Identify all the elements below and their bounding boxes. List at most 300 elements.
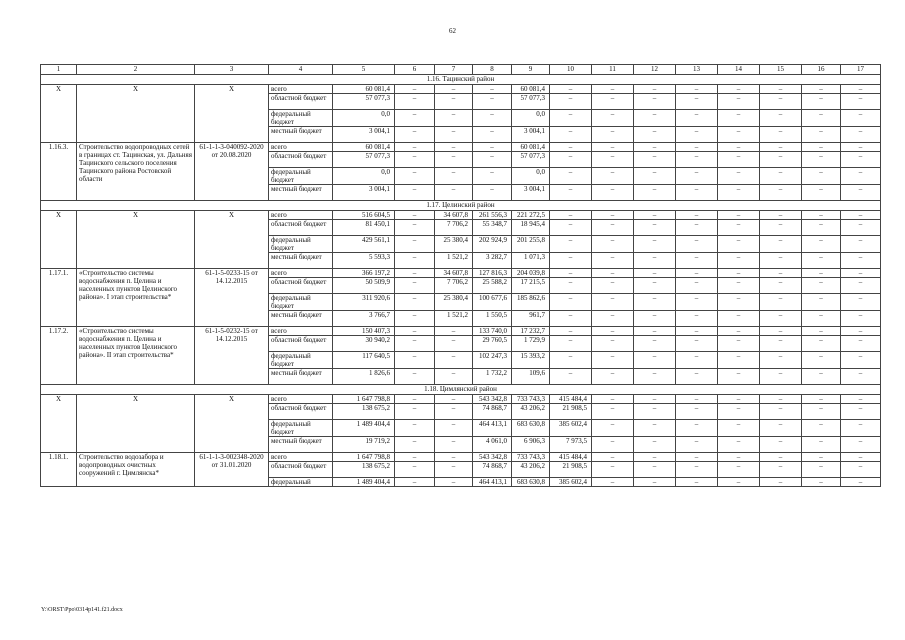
value-cell: – [435,168,473,185]
value-cell: – [718,152,760,168]
value-cell: – [550,152,592,168]
funding-source: всего [269,395,333,404]
value-cell: – [395,311,435,327]
value-cell: – [802,143,841,152]
column-number: 12 [634,65,676,75]
value-cell: – [676,168,718,185]
value-cell: – [592,369,634,385]
value-cell: 7 706,2 [435,278,473,294]
value-cell: 50 509,9 [333,278,395,294]
value-cell: – [676,404,718,420]
value-cell: – [395,352,435,369]
value-cell: – [435,453,473,462]
funding-source: областной бюджет [269,404,333,420]
value-cell: – [841,437,881,453]
value-cell: – [634,85,676,94]
value-cell: – [550,369,592,385]
value-cell: 733 743,3 [512,453,550,462]
value-cell: 221 272,5 [512,211,550,220]
value-cell: 7 706,2 [435,220,473,236]
value-cell: – [760,311,802,327]
value-cell: – [395,143,435,152]
value-cell: – [760,143,802,152]
value-cell: – [473,110,512,127]
value-cell: – [841,352,881,369]
value-cell: – [473,94,512,110]
value-cell: 1 489 404,4 [333,420,395,437]
value-cell: – [676,327,718,336]
value-cell: – [395,336,435,352]
value-cell: – [634,143,676,152]
value-cell: 102 247,3 [473,352,512,369]
value-cell: – [395,327,435,336]
value-cell: – [395,236,435,253]
column-number-row [41,65,881,75]
value-cell: – [550,220,592,236]
column-number: 3 [195,65,269,75]
item-name: Х [77,395,195,453]
value-cell: – [634,462,676,478]
value-cell: 4 061,0 [473,437,512,453]
value-cell: – [718,278,760,294]
column-number: 9 [512,65,550,75]
value-cell: 3 004,1 [512,185,550,201]
value-cell: – [718,85,760,94]
value-cell: 25 588,2 [473,278,512,294]
table-row [41,395,881,404]
value-cell: 516 604,5 [333,211,395,220]
value-cell: – [395,220,435,236]
value-cell: 733 743,3 [512,395,550,404]
value-cell: 3 282,7 [473,253,512,269]
value-cell: – [802,462,841,478]
value-cell: 6 906,3 [512,437,550,453]
column-number: 15 [760,65,802,75]
value-cell: – [592,143,634,152]
value-cell: – [676,437,718,453]
value-cell: 138 675,2 [333,462,395,478]
value-cell: – [841,110,881,127]
value-cell: – [550,311,592,327]
value-cell: – [676,185,718,201]
value-cell: – [760,420,802,437]
value-cell: 34 607,8 [435,211,473,220]
column-number: 16 [802,65,841,75]
funding-source: федеральный бюджет [269,110,333,127]
value-cell: – [760,336,802,352]
funding-source: федеральный бюджет [269,420,333,437]
value-cell: 57 077,3 [512,152,550,168]
value-cell: – [634,311,676,327]
value-cell: – [592,294,634,311]
value-cell: – [634,278,676,294]
value-cell: – [435,327,473,336]
value-cell: – [760,369,802,385]
value-cell: – [841,311,881,327]
section-header-row [41,75,881,85]
value-cell: 683 630,8 [512,478,550,487]
value-cell: – [634,352,676,369]
value-cell: – [760,327,802,336]
value-cell: 1 489 404,4 [333,478,395,487]
value-cell: – [634,236,676,253]
value-cell: 17 232,7 [512,327,550,336]
value-cell: – [676,420,718,437]
value-cell: – [550,211,592,220]
funding-source: всего [269,143,333,152]
value-cell: – [841,278,881,294]
value-cell: – [634,269,676,278]
value-cell: – [760,478,802,487]
value-cell: 1 521,2 [435,253,473,269]
value-cell: – [592,152,634,168]
value-cell: – [592,311,634,327]
column-number: 13 [676,65,718,75]
value-cell: – [676,453,718,462]
value-cell: 201 255,8 [512,236,550,253]
section-header-row [41,201,881,211]
value-cell: – [592,168,634,185]
value-cell: – [841,336,881,352]
value-cell: – [760,253,802,269]
value-cell: 55 348,7 [473,220,512,236]
value-cell: – [760,437,802,453]
value-cell: – [841,185,881,201]
value-cell: – [841,127,881,143]
value-cell: 29 760,5 [473,336,512,352]
funding-source: всего [269,327,333,336]
funding-source: областной бюджет [269,94,333,110]
value-cell: 57 077,3 [512,94,550,110]
value-cell: – [760,94,802,110]
item-code: Х [195,395,269,453]
value-cell: – [550,336,592,352]
value-cell: – [841,152,881,168]
value-cell: 415 484,4 [550,395,592,404]
value-cell: – [550,253,592,269]
funding-source: областной бюджет [269,278,333,294]
item-name: Х [77,85,195,143]
value-cell: – [676,395,718,404]
value-cell: 57 077,3 [333,152,395,168]
table-row [41,85,881,94]
item-number: Х [41,395,77,453]
value-cell: – [802,420,841,437]
value-cell: – [760,85,802,94]
value-cell: – [435,127,473,143]
value-cell: 1 647 798,8 [333,453,395,462]
column-number: 8 [473,65,512,75]
value-cell: – [634,327,676,336]
value-cell: – [841,220,881,236]
value-cell: 60 081,4 [333,85,395,94]
column-number: 2 [77,65,195,75]
value-cell: – [634,220,676,236]
value-cell: – [592,453,634,462]
value-cell: – [718,94,760,110]
funding-source: областной бюджет [269,152,333,168]
value-cell: 138 675,2 [333,404,395,420]
value-cell: – [550,168,592,185]
value-cell: – [473,143,512,152]
value-cell: – [718,462,760,478]
value-cell: – [760,269,802,278]
value-cell: – [592,352,634,369]
funding-source: федеральный бюджет [269,236,333,253]
item-number: 1.17.1. [41,269,77,327]
value-cell: – [676,462,718,478]
value-cell: – [550,127,592,143]
funding-source: всего [269,269,333,278]
value-cell: 204 039,8 [512,269,550,278]
value-cell: – [718,352,760,369]
value-cell: – [718,253,760,269]
value-cell: – [841,168,881,185]
value-cell: – [473,168,512,185]
value-cell: – [802,94,841,110]
value-cell: – [676,269,718,278]
value-cell: 385 602,4 [550,478,592,487]
value-cell: 21 908,5 [550,404,592,420]
value-cell: – [592,437,634,453]
value-cell: 109,6 [512,369,550,385]
budget-table [40,64,881,487]
value-cell: 1 732,2 [473,369,512,385]
value-cell: – [841,143,881,152]
funding-source: всего [269,453,333,462]
value-cell: – [395,369,435,385]
value-cell: – [802,85,841,94]
value-cell: 543 342,8 [473,453,512,462]
value-cell: – [395,253,435,269]
value-cell: – [676,369,718,385]
value-cell: 25 380,4 [435,294,473,311]
value-cell: – [395,278,435,294]
value-cell: – [634,127,676,143]
value-cell: – [592,110,634,127]
value-cell: – [760,168,802,185]
value-cell: – [592,127,634,143]
value-cell: – [802,110,841,127]
value-cell: – [592,420,634,437]
value-cell: – [841,369,881,385]
value-cell: – [395,269,435,278]
value-cell: 3 004,1 [333,185,395,201]
value-cell: 1 729,9 [512,336,550,352]
value-cell: – [718,453,760,462]
value-cell: – [435,395,473,404]
value-cell: 25 380,4 [435,236,473,253]
value-cell: – [395,294,435,311]
value-cell: 117 640,5 [333,352,395,369]
value-cell: 415 484,4 [550,453,592,462]
table-row [41,269,881,278]
value-cell: – [718,236,760,253]
value-cell: – [634,369,676,385]
funding-source: местный бюджет [269,253,333,269]
column-number: 14 [718,65,760,75]
value-cell: – [718,478,760,487]
value-cell: – [676,211,718,220]
value-cell: – [634,94,676,110]
value-cell: – [760,110,802,127]
value-cell: – [802,185,841,201]
value-cell: – [718,311,760,327]
value-cell: – [592,404,634,420]
value-cell: – [634,453,676,462]
value-cell: 21 908,5 [550,462,592,478]
table-row [41,211,881,220]
value-cell: – [634,478,676,487]
value-cell: – [718,420,760,437]
item-number: Х [41,211,77,269]
item-number: 1.18.1. [41,453,77,487]
value-cell: – [550,185,592,201]
value-cell: – [634,420,676,437]
value-cell: – [802,336,841,352]
value-cell: – [841,453,881,462]
value-cell: – [395,110,435,127]
item-code: 61-1-5-0233-15 от 14.12.2015 [195,269,269,327]
value-cell: – [592,185,634,201]
page-number: 62 [449,27,456,35]
value-cell: – [473,85,512,94]
value-cell: – [676,278,718,294]
value-cell: – [718,437,760,453]
value-cell: – [760,453,802,462]
value-cell: – [634,336,676,352]
value-cell: – [473,127,512,143]
value-cell: – [395,211,435,220]
value-cell: – [395,185,435,201]
value-cell: – [395,85,435,94]
value-cell: 127 816,3 [473,269,512,278]
value-cell: – [435,85,473,94]
funding-source: местный бюджет [269,127,333,143]
value-cell: – [473,185,512,201]
value-cell: – [760,220,802,236]
value-cell: 74 868,7 [473,404,512,420]
value-cell: – [802,152,841,168]
value-cell: – [802,220,841,236]
column-number: 17 [841,65,881,75]
value-cell: – [802,478,841,487]
value-cell: – [435,336,473,352]
value-cell: – [550,110,592,127]
value-cell: – [592,211,634,220]
value-cell: 15 393,2 [512,352,550,369]
value-cell: – [718,185,760,201]
value-cell: 464 413,1 [473,420,512,437]
section-title: 1.17. Целинский район [41,201,881,211]
value-cell: – [841,420,881,437]
value-cell: – [435,110,473,127]
value-cell: – [841,478,881,487]
value-cell: – [634,168,676,185]
value-cell: 366 197,2 [333,269,395,278]
value-cell: 19 719,2 [333,437,395,453]
value-cell: 1 647 798,8 [333,395,395,404]
funding-source: федеральный бюджет [269,352,333,369]
value-cell: – [634,152,676,168]
value-cell: – [718,143,760,152]
value-cell: – [802,253,841,269]
value-cell: – [435,152,473,168]
value-cell: – [435,420,473,437]
value-cell: – [634,110,676,127]
value-cell: – [760,152,802,168]
value-cell: 261 556,3 [473,211,512,220]
value-cell: – [592,462,634,478]
value-cell: – [802,127,841,143]
value-cell: – [676,85,718,94]
value-cell: – [841,94,881,110]
value-cell: – [634,211,676,220]
value-cell: 1 071,3 [512,253,550,269]
value-cell: – [395,453,435,462]
value-cell: – [592,253,634,269]
value-cell: – [841,211,881,220]
value-cell: – [435,369,473,385]
value-cell: 0,0 [333,168,395,185]
value-cell: – [841,404,881,420]
value-cell: 543 342,8 [473,395,512,404]
value-cell: – [718,369,760,385]
value-cell: – [592,336,634,352]
value-cell: – [592,94,634,110]
item-number: 1.16.3. [41,143,77,201]
funding-source: местный бюджет [269,369,333,385]
funding-source: местный бюджет [269,185,333,201]
value-cell: – [841,294,881,311]
value-cell: 34 607,8 [435,269,473,278]
funding-source: местный бюджет [269,311,333,327]
value-cell: 43 206,2 [512,462,550,478]
value-cell: 429 561,1 [333,236,395,253]
funding-source: областной бюджет [269,220,333,236]
value-cell: – [841,236,881,253]
value-cell: – [592,269,634,278]
value-cell: 100 677,6 [473,294,512,311]
value-cell: – [550,143,592,152]
value-cell: 5 593,3 [333,253,395,269]
value-cell: – [676,294,718,311]
funding-source: областной бюджет [269,462,333,478]
value-cell: – [802,369,841,385]
value-cell: 0,0 [512,110,550,127]
value-cell: – [802,269,841,278]
value-cell: – [550,327,592,336]
value-cell: 43 206,2 [512,404,550,420]
funding-source: всего [269,85,333,94]
value-cell: – [592,395,634,404]
value-cell: 57 077,3 [333,94,395,110]
value-cell: – [718,269,760,278]
value-cell: – [435,478,473,487]
value-cell: – [718,168,760,185]
value-cell: – [841,395,881,404]
value-cell: 385 602,4 [550,420,592,437]
value-cell: 1 521,2 [435,311,473,327]
value-cell: – [760,211,802,220]
footer-file-path: Y:\ORST\Ppo\0314p141.f21.docx [41,607,123,613]
value-cell: – [634,185,676,201]
value-cell: – [760,294,802,311]
value-cell: – [802,453,841,462]
item-number: 1.17.2. [41,327,77,385]
funding-source: федеральный бюджет [269,294,333,311]
item-name: Х [77,211,195,269]
